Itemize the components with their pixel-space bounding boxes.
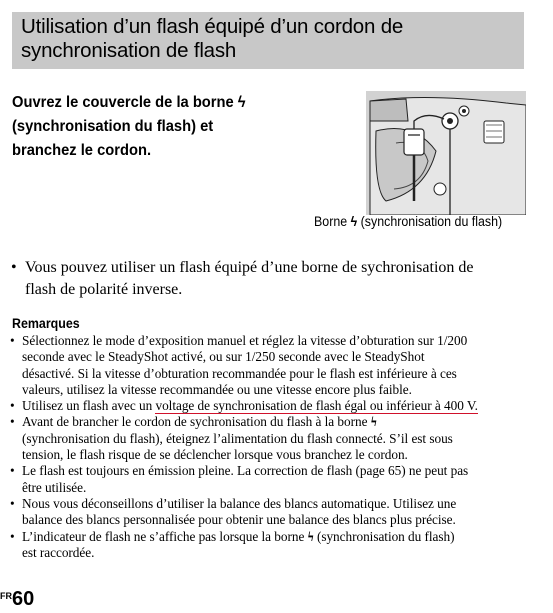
remarks-heading: Remarques xyxy=(12,316,80,331)
caption-prefix: Borne xyxy=(314,214,348,229)
remarks-list xyxy=(10,333,540,561)
bullet-marker: • xyxy=(10,463,15,479)
flash-sync-icon: ϟ xyxy=(370,414,377,430)
instruction-line2: (synchronisation du flash) et xyxy=(12,118,214,135)
remark-6-line2: est raccordée. xyxy=(22,544,95,560)
remark-3-line1: Avant de brancher le cordon de sychronisation du flash à la borne xyxy=(22,414,368,430)
remark-6-line1a: L’indicateur de flash ne s’affiche pas lorsque la borne xyxy=(22,528,305,544)
info-bullet-line2: flash de polarité inverse. xyxy=(25,281,183,298)
bullet-marker: • xyxy=(10,414,15,430)
instruction-line3: branchez le cordon. xyxy=(12,142,152,159)
remark-item xyxy=(10,333,540,398)
bullet-marker: • xyxy=(10,528,15,544)
remark-item xyxy=(10,529,540,562)
terminal-caption xyxy=(314,214,502,229)
info-bullet-line1: Vous pouvez utiliser un flash équipé d’une borne de sychronisation de xyxy=(25,259,474,276)
instruction-step xyxy=(12,91,288,163)
remark-2-text: Utilisez un flash avec un xyxy=(22,398,156,414)
camera-flash-sync-terminal-illustration xyxy=(366,91,526,215)
bullet-marker: • xyxy=(10,333,15,348)
flash-sync-icon: ϟ xyxy=(307,528,314,544)
bullet-marker: • xyxy=(10,495,15,511)
remark-1-line4: valeurs, utilisez la vitesse recommandée ou une vitesse encore plus faible. xyxy=(22,381,412,397)
remark-3-line2: (synchronisation du flash), éteignez l’alimentation du flash connecté. S’il est sous xyxy=(22,430,453,446)
remark-item xyxy=(10,496,540,529)
remark-4-line2: être utilisée. xyxy=(22,479,87,495)
flash-sync-icon: ϟ xyxy=(350,214,358,229)
remark-4-line1: Le flash est toujours en émission pleine. La correction de flash (page 65) ne peut pas xyxy=(22,463,469,479)
page-language: FR xyxy=(0,591,12,601)
remark-item xyxy=(10,398,540,414)
section-title-line1: Utilisation d’un flash équipé d’un cordon de xyxy=(21,15,404,38)
remark-5-line2: balance des blancs personnalisée pour obtenir une balance des blancs plus précise. xyxy=(22,512,456,528)
remark-item xyxy=(10,463,540,496)
section-title xyxy=(12,12,524,69)
page-number xyxy=(0,588,34,611)
bullet-marker: • xyxy=(11,259,17,276)
bullet-marker: • xyxy=(10,398,15,414)
remark-1-line1: Sélectionnez le mode d’exposition manuel et réglez la vitesse d’obturation sur 1/200 xyxy=(22,333,468,348)
remark-3-line3: tension, le flash risque de se déclencher lorsque vous branchez le cordon. xyxy=(22,447,408,463)
page-number-value: 60 xyxy=(12,588,35,610)
flash-sync-icon: ϟ xyxy=(237,94,246,111)
remark-5-line1: Nous vous déconseillons d’utiliser la balance des blancs automatique. Utilisez une xyxy=(22,495,457,511)
remark-2-highlight: voltage de synchronisation de flash égal ou inférieur à 400 V. xyxy=(155,398,478,414)
info-bullet xyxy=(11,257,531,301)
remark-item xyxy=(10,414,540,463)
remark-6-line1b: (synchronisation du flash) xyxy=(316,528,455,544)
section-title-line2: synchronisation de flash xyxy=(21,39,237,62)
remark-1-line2: seconde avec le SteadyShot activé, ou sur 1/250 seconde avec le SteadyShot xyxy=(22,349,425,365)
caption-suffix: (synchronisation du flash) xyxy=(360,214,503,229)
remark-1-line3: désactivé. Si la vitesse d’obturation recommandée pour le flash est inférieure à ces xyxy=(22,365,457,381)
instruction-line1: Ouvrez le couvercle de la borne xyxy=(12,94,234,111)
